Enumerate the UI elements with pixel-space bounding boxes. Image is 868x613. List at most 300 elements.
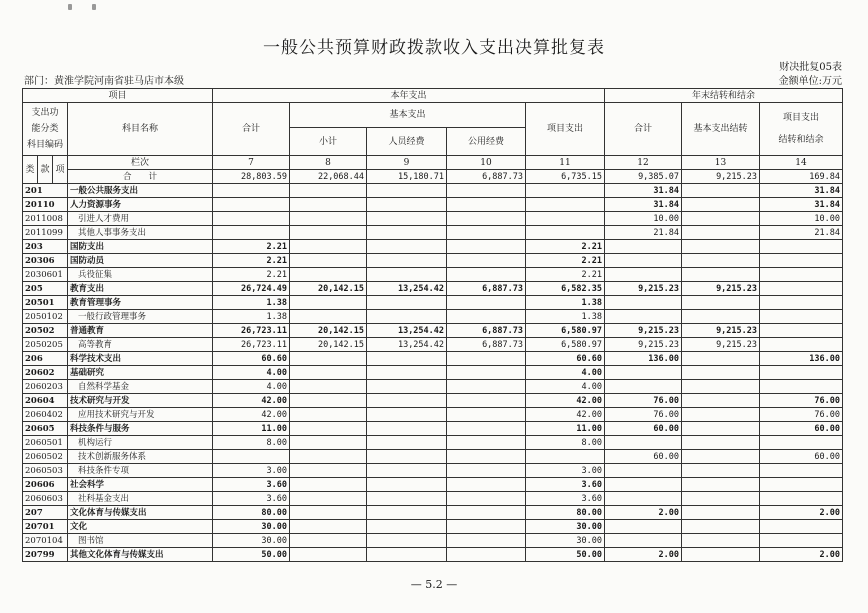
row-name: 国防动员 (68, 254, 213, 268)
row-code: 205 (23, 282, 68, 296)
row-name: 图书馆 (68, 534, 213, 548)
row-name: 一般公共服务支出 (68, 184, 213, 198)
row-value (290, 422, 367, 436)
row-value (760, 282, 843, 296)
table-row (23, 254, 843, 268)
row-value (447, 534, 526, 548)
table-row (23, 212, 843, 226)
row-value: 3.00 (526, 464, 605, 478)
row-value (290, 310, 367, 324)
row-value: 3.00 (213, 464, 290, 478)
row-value: 2.21 (213, 268, 290, 282)
row-value (447, 394, 526, 408)
row-code: 2011008 (23, 212, 68, 226)
row-value (682, 450, 760, 464)
header-func-code: 支出功 能分类 科目编码 (23, 103, 68, 156)
row-value (447, 212, 526, 226)
col-num: 9 (367, 156, 447, 170)
row-value (682, 212, 760, 226)
header-project: 项目支出 (526, 103, 605, 156)
total-value: 6,735.15 (526, 170, 605, 184)
row-value (760, 380, 843, 394)
row-value (760, 492, 843, 506)
row-value: 9,215.23 (605, 338, 682, 352)
row-value (447, 422, 526, 436)
total-value: 15,180.71 (367, 170, 447, 184)
row-value (760, 324, 843, 338)
row-value (290, 394, 367, 408)
row-value (682, 548, 760, 562)
table-row (23, 436, 843, 450)
row-value (367, 408, 447, 422)
row-value (367, 394, 447, 408)
header-total: 合计 (213, 103, 290, 156)
row-value (447, 548, 526, 562)
header-ye-project: 项目支出 结转和结余 (760, 103, 843, 156)
row-value (447, 352, 526, 366)
row-code: 20602 (23, 366, 68, 380)
header-row-2 (23, 103, 843, 128)
row-value: 1.38 (213, 310, 290, 324)
row-value (367, 254, 447, 268)
header-ye-basic: 基本支出结转 (682, 103, 760, 156)
row-value (447, 380, 526, 394)
row-code: 207 (23, 506, 68, 520)
row-name: 基础研究 (68, 366, 213, 380)
row-value (290, 352, 367, 366)
row-value: 8.00 (526, 436, 605, 450)
row-value (682, 366, 760, 380)
header-subtotal: 小计 (290, 128, 367, 156)
row-value: 2.21 (526, 268, 605, 282)
row-value: 6,582.35 (526, 282, 605, 296)
row-value (682, 464, 760, 478)
row-value: 3.60 (213, 492, 290, 506)
row-value (760, 338, 843, 352)
row-value (367, 534, 447, 548)
row-value: 76.00 (605, 394, 682, 408)
row-value: 76.00 (605, 408, 682, 422)
total-label: 合 计 (68, 170, 213, 184)
row-name: 兵役征集 (68, 268, 213, 282)
row-value (447, 450, 526, 464)
row-code: 2060502 (23, 450, 68, 464)
row-value (605, 380, 682, 394)
row-value (367, 478, 447, 492)
row-value: 20,142.15 (290, 324, 367, 338)
row-value (447, 436, 526, 450)
header-name: 科目名称 (68, 103, 213, 156)
header-personnel: 人员经费 (367, 128, 447, 156)
table-row (23, 464, 843, 478)
row-value: 1.38 (213, 296, 290, 310)
row-value (526, 226, 605, 240)
row-value: 21.84 (605, 226, 682, 240)
row-value (682, 492, 760, 506)
row-value: 2.21 (526, 240, 605, 254)
row-code: 20606 (23, 478, 68, 492)
row-value: 13,254.42 (367, 282, 447, 296)
row-value (605, 254, 682, 268)
table-row (23, 310, 843, 324)
row-value (760, 464, 843, 478)
table-row (23, 492, 843, 506)
row-value: 136.00 (760, 352, 843, 366)
row-value (447, 520, 526, 534)
row-value (367, 380, 447, 394)
row-code: 20799 (23, 548, 68, 562)
row-value (290, 366, 367, 380)
row-code: 20604 (23, 394, 68, 408)
row-value: 2.00 (605, 506, 682, 520)
table-row (23, 506, 843, 520)
row-value (367, 366, 447, 380)
row-value: 10.00 (760, 212, 843, 226)
table-row (23, 184, 843, 198)
row-value: 60.60 (213, 352, 290, 366)
row-value (367, 226, 447, 240)
row-name: 科技条件专项 (68, 464, 213, 478)
row-value: 2.00 (760, 548, 843, 562)
row-name: 技术研究与开发 (68, 394, 213, 408)
table-row (23, 380, 843, 394)
row-value (447, 296, 526, 310)
row-value (760, 436, 843, 450)
row-code: 2011099 (23, 226, 68, 240)
header-row-4 (23, 156, 843, 170)
row-value: 42.00 (526, 408, 605, 422)
header-row-1 (23, 89, 843, 103)
row-value (367, 198, 447, 212)
total-value: 9,385.07 (605, 170, 682, 184)
row-name: 文化体育与传媒支出 (68, 506, 213, 520)
total-value: 9,215.23 (682, 170, 760, 184)
row-name: 社会科学 (68, 478, 213, 492)
row-value: 1.38 (526, 296, 605, 310)
row-value: 42.00 (213, 408, 290, 422)
row-value (682, 408, 760, 422)
row-code: 20501 (23, 296, 68, 310)
row-value (682, 310, 760, 324)
header-year-end: 年末结转和结余 (605, 89, 843, 103)
row-value: 6,887.73 (447, 338, 526, 352)
row-code: 2050205 (23, 338, 68, 352)
row-value (367, 506, 447, 520)
table-row (23, 338, 843, 352)
row-value (367, 310, 447, 324)
row-value: 30.00 (526, 520, 605, 534)
row-name: 应用技术研究与开发 (68, 408, 213, 422)
row-value (605, 520, 682, 534)
header-ye-total: 合计 (605, 103, 682, 156)
page-number: — 5.2 — (410, 578, 458, 591)
row-value: 80.00 (213, 506, 290, 520)
table-row (23, 366, 843, 380)
row-value (682, 184, 760, 198)
row-value (290, 212, 367, 226)
row-value (290, 450, 367, 464)
row-name: 引进人才费用 (68, 212, 213, 226)
row-value (605, 534, 682, 548)
row-value (682, 394, 760, 408)
row-value (367, 240, 447, 254)
row-value: 136.00 (605, 352, 682, 366)
row-value: 4.00 (213, 380, 290, 394)
row-code: 20306 (23, 254, 68, 268)
row-code: 2060603 (23, 492, 68, 506)
table-row (23, 394, 843, 408)
table-row (23, 268, 843, 282)
row-name: 教育管理事务 (68, 296, 213, 310)
header-basic: 基本支出 (290, 103, 526, 128)
row-value: 4.00 (213, 366, 290, 380)
row-value (682, 296, 760, 310)
row-value: 6,580.97 (526, 338, 605, 352)
row-value (290, 506, 367, 520)
row-value: 50.00 (213, 548, 290, 562)
row-value: 76.00 (760, 408, 843, 422)
row-value: 26,723.11 (213, 324, 290, 338)
row-value: 31.84 (760, 184, 843, 198)
budget-table (22, 88, 843, 562)
row-value (447, 492, 526, 506)
header-lei: 类 (23, 156, 38, 184)
row-value (213, 212, 290, 226)
row-value (682, 478, 760, 492)
row-value: 20,142.15 (290, 282, 367, 296)
row-value (367, 548, 447, 562)
table-row (23, 534, 843, 548)
row-value (290, 184, 367, 198)
row-value: 20,142.15 (290, 338, 367, 352)
row-value (290, 492, 367, 506)
row-value (760, 478, 843, 492)
table-row (23, 240, 843, 254)
row-code: 20605 (23, 422, 68, 436)
unit-label: 金额单位:万元 (778, 76, 842, 87)
col-num: 12 (605, 156, 682, 170)
row-value (290, 408, 367, 422)
row-value (367, 296, 447, 310)
row-value (526, 212, 605, 226)
row-value: 31.84 (760, 198, 843, 212)
row-value: 3.60 (526, 478, 605, 492)
row-value (760, 310, 843, 324)
row-value (367, 464, 447, 478)
header-lanci: 栏次 (68, 156, 213, 170)
row-code: 2060203 (23, 380, 68, 394)
row-value: 60.00 (760, 450, 843, 464)
row-value: 13,254.42 (367, 338, 447, 352)
table-row (23, 422, 843, 436)
col-num: 7 (213, 156, 290, 170)
row-value: 60.00 (605, 422, 682, 436)
row-value: 31.84 (605, 184, 682, 198)
row-value (290, 520, 367, 534)
row-name: 技术创新服务体系 (68, 450, 213, 464)
col-num: 11 (526, 156, 605, 170)
row-value: 6,887.73 (447, 324, 526, 338)
row-value (682, 380, 760, 394)
row-value (605, 240, 682, 254)
table-row (23, 226, 843, 240)
row-value: 30.00 (526, 534, 605, 548)
row-value: 2.21 (526, 254, 605, 268)
row-value (290, 198, 367, 212)
row-value (367, 268, 447, 282)
row-value (682, 198, 760, 212)
row-value (367, 422, 447, 436)
row-value (367, 450, 447, 464)
row-value: 80.00 (526, 506, 605, 520)
row-name: 一般行政管理事务 (68, 310, 213, 324)
row-value: 2.21 (213, 254, 290, 268)
row-value (447, 506, 526, 520)
row-value (213, 450, 290, 464)
page-title: 一般公共预算财政拨款收入支出决算批复表 (263, 38, 605, 58)
row-value (682, 422, 760, 436)
row-value: 60.60 (526, 352, 605, 366)
row-value: 4.00 (526, 366, 605, 380)
row-name: 其他人事事务支出 (68, 226, 213, 240)
row-value (290, 254, 367, 268)
row-value (682, 520, 760, 534)
row-code: 20701 (23, 520, 68, 534)
row-name: 文化 (68, 520, 213, 534)
row-value (605, 464, 682, 478)
row-value: 21.84 (760, 226, 843, 240)
row-value (290, 240, 367, 254)
row-value (367, 352, 447, 366)
row-value (213, 226, 290, 240)
table-row (23, 282, 843, 296)
row-code: 20502 (23, 324, 68, 338)
row-name: 自然科学基金 (68, 380, 213, 394)
table-row (23, 296, 843, 310)
table-row (23, 520, 843, 534)
row-value: 50.00 (526, 548, 605, 562)
row-value: 3.60 (526, 492, 605, 506)
row-value: 30.00 (213, 520, 290, 534)
row-value (605, 268, 682, 282)
row-value: 9,215.23 (682, 338, 760, 352)
row-value (290, 436, 367, 450)
total-value: 169.84 (760, 170, 843, 184)
row-name: 科学技术支出 (68, 352, 213, 366)
header-item: 项目 (23, 89, 213, 103)
row-value: 10.00 (605, 212, 682, 226)
row-value (760, 268, 843, 282)
row-value (447, 240, 526, 254)
row-value (447, 226, 526, 240)
table-row (23, 478, 843, 492)
form-code: 财决批复05表 (779, 62, 842, 73)
row-value (447, 408, 526, 422)
row-value (682, 352, 760, 366)
row-value (760, 520, 843, 534)
total-value: 22,068.44 (290, 170, 367, 184)
total-value: 28,803.59 (213, 170, 290, 184)
row-value: 11.00 (213, 422, 290, 436)
row-value: 26,723.11 (213, 338, 290, 352)
row-value: 13,254.42 (367, 324, 447, 338)
table-row (23, 352, 843, 366)
row-value (290, 548, 367, 562)
row-name: 国防支出 (68, 240, 213, 254)
header-current-year: 本年支出 (213, 89, 605, 103)
row-value: 76.00 (760, 394, 843, 408)
row-value: 8.00 (213, 436, 290, 450)
row-code: 2060501 (23, 436, 68, 450)
row-value (447, 198, 526, 212)
row-value: 11.00 (526, 422, 605, 436)
row-value (213, 198, 290, 212)
table-row (23, 198, 843, 212)
row-value (760, 296, 843, 310)
row-code: 2050102 (23, 310, 68, 324)
row-code: 20110 (23, 198, 68, 212)
row-value: 9,215.23 (682, 324, 760, 338)
row-value: 3.60 (213, 478, 290, 492)
col-num: 8 (290, 156, 367, 170)
row-value (526, 198, 605, 212)
department-label: 部门：黄淮学院河南省驻马店市本级 (24, 76, 184, 87)
table-row (23, 324, 843, 338)
row-value (760, 240, 843, 254)
row-value (447, 464, 526, 478)
row-value (605, 478, 682, 492)
row-value (760, 534, 843, 548)
row-value (682, 240, 760, 254)
row-value (682, 254, 760, 268)
row-value: 2.21 (213, 240, 290, 254)
col-num: 10 (447, 156, 526, 170)
row-value: 60.00 (760, 422, 843, 436)
row-value (605, 310, 682, 324)
row-value: 31.84 (605, 198, 682, 212)
row-code: 201 (23, 184, 68, 198)
row-value: 9,215.23 (605, 282, 682, 296)
row-value: 42.00 (526, 394, 605, 408)
row-value (367, 436, 447, 450)
header-kuan: 款 (38, 156, 53, 184)
row-value (682, 268, 760, 282)
row-name: 高等教育 (68, 338, 213, 352)
row-value (290, 534, 367, 548)
row-value: 60.00 (605, 450, 682, 464)
row-name: 科技条件与服务 (68, 422, 213, 436)
header-xiang: 项 (53, 156, 68, 184)
row-value: 4.00 (526, 380, 605, 394)
row-name: 人力资源事务 (68, 198, 213, 212)
row-code: 2030601 (23, 268, 68, 282)
row-value: 30.00 (213, 534, 290, 548)
row-value (290, 268, 367, 282)
scan-mark (68, 4, 72, 10)
total-row (23, 170, 843, 184)
row-value (290, 478, 367, 492)
scan-mark (92, 4, 96, 10)
row-value: 1.38 (526, 310, 605, 324)
row-value (447, 254, 526, 268)
row-value: 2.00 (605, 548, 682, 562)
row-value (290, 464, 367, 478)
row-value (605, 492, 682, 506)
col-num: 14 (760, 156, 843, 170)
col-num: 13 (682, 156, 760, 170)
table-row (23, 548, 843, 562)
row-value (447, 310, 526, 324)
